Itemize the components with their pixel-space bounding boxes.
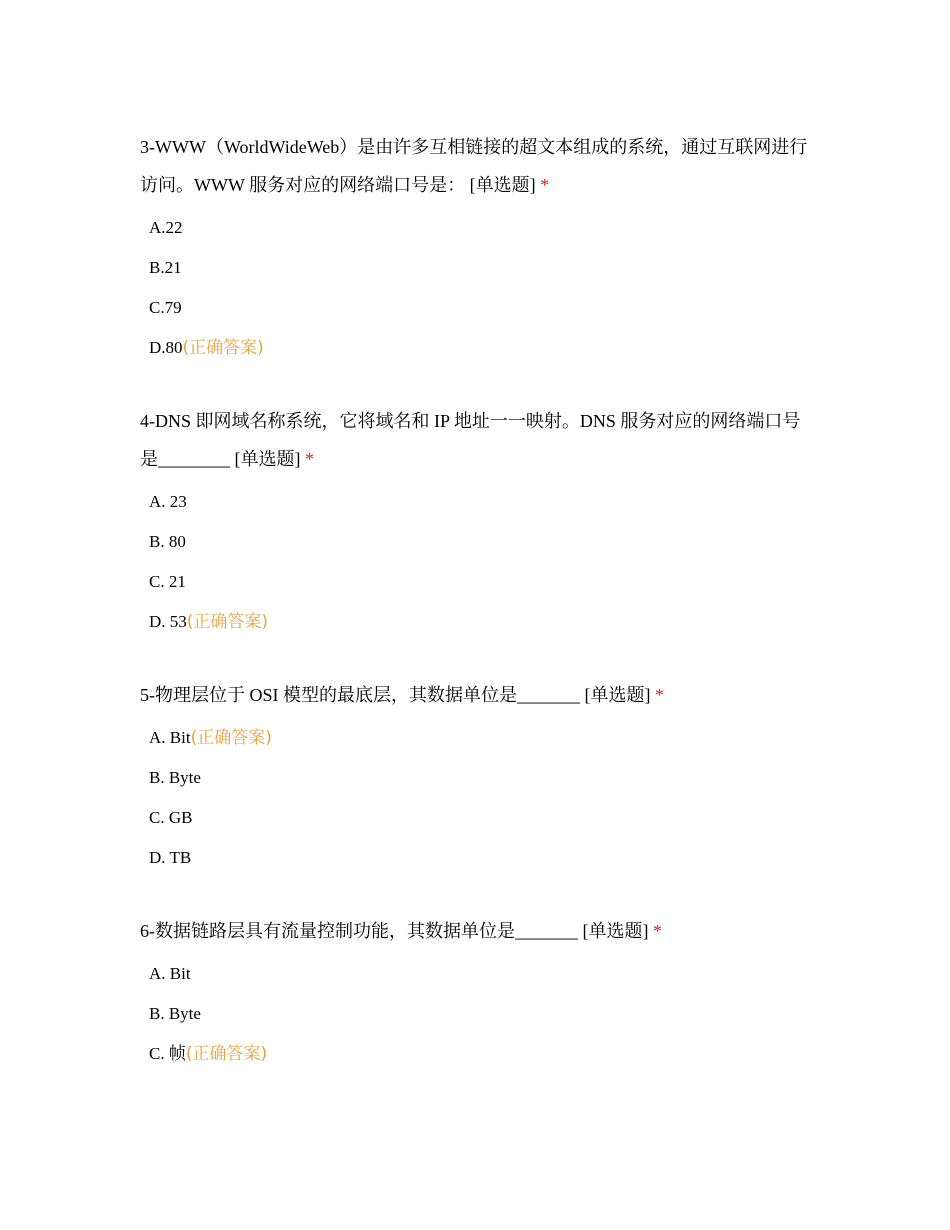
question-title <box>140 402 810 478</box>
question-text: 6-数据链路层具有流量控制功能，其数据单位是_______ [单选题] <box>140 921 649 941</box>
option-label: C.79 <box>149 298 182 317</box>
option-label: A. Bit <box>149 964 191 983</box>
option-b <box>140 994 810 1034</box>
option-label: D. 53 <box>149 612 187 631</box>
question-6 <box>140 912 810 1074</box>
option-c <box>140 288 810 328</box>
option-c <box>140 562 810 602</box>
required-asterisk: * <box>654 685 664 705</box>
option-d <box>140 602 810 642</box>
question-text: 5-物理层位于 OSI 模型的最底层，其数据单位是_______ [单选题] <box>140 685 651 705</box>
question-5 <box>140 676 810 878</box>
option-label: D.80 <box>149 338 183 357</box>
question-title <box>140 676 810 714</box>
required-asterisk: * <box>305 449 314 469</box>
option-label: A. 23 <box>149 492 187 511</box>
option-a <box>140 482 810 522</box>
option-label: B. Byte <box>149 1004 201 1023</box>
question-title <box>140 912 810 950</box>
correct-answer-mark: (正确答案) <box>182 338 264 358</box>
option-b <box>140 248 810 288</box>
option-label: C. GB <box>149 808 193 827</box>
required-asterisk: * <box>652 921 662 941</box>
option-b <box>140 758 810 798</box>
required-asterisk: * <box>540 175 550 195</box>
option-label: B.21 <box>149 258 182 277</box>
question-text: 4-DNS 即网域名称系统，它将域名和 IP 地址一一映射。DNS 服务对应的网络端口号是________ [单选题] <box>140 411 801 469</box>
option-a <box>140 208 810 248</box>
option-c <box>140 798 810 838</box>
option-b <box>140 522 810 562</box>
document-page <box>140 128 810 1108</box>
option-label: B. Byte <box>149 768 201 787</box>
question-4 <box>140 402 810 642</box>
question-title <box>140 128 810 204</box>
option-label: C. 帧 <box>149 1044 186 1063</box>
question-text: 3-WWW（WorldWideWeb）是由许多互相链接的超文本组成的系统，通过互联网进行访问。WWW 服务对应的网络端口号是： [单选题] <box>140 137 808 195</box>
option-label: D. TB <box>149 848 192 867</box>
option-d <box>140 328 810 368</box>
option-a <box>140 954 810 994</box>
correct-answer-mark: (正确答案) <box>185 1044 268 1064</box>
correct-answer-mark: (正确答案) <box>190 728 272 748</box>
option-d <box>140 838 810 878</box>
option-label: A. Bit <box>149 728 191 747</box>
option-label: B. 80 <box>149 532 186 551</box>
option-label: A.22 <box>149 218 183 237</box>
option-label: C. 21 <box>149 572 186 591</box>
option-a <box>140 718 810 758</box>
question-3 <box>140 128 810 368</box>
option-c <box>140 1034 810 1074</box>
correct-answer-mark: (正确答案) <box>186 612 269 632</box>
